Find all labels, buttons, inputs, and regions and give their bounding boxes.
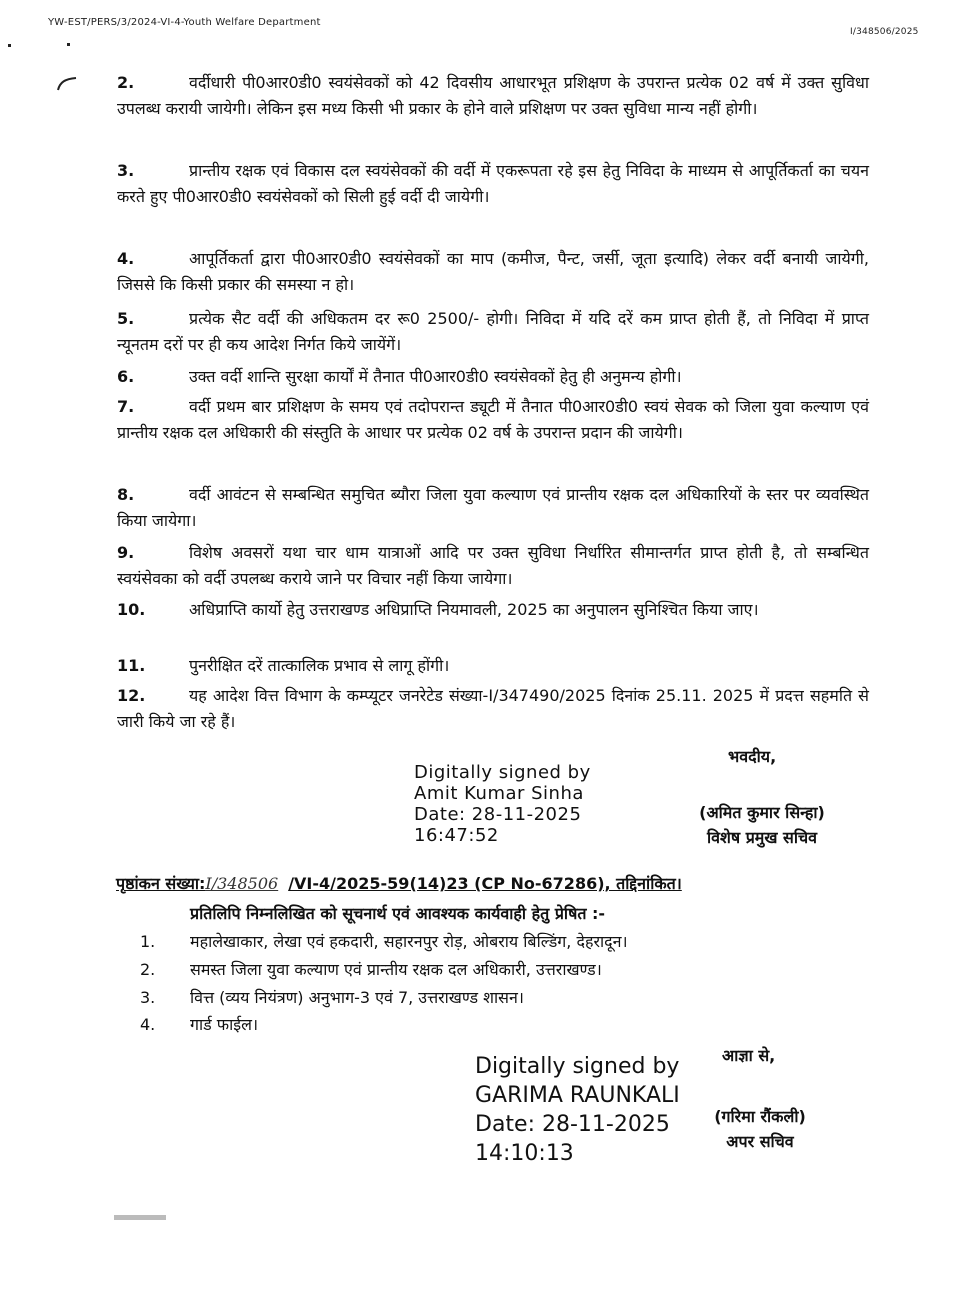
paragraph-4: 4. आपूर्तिकर्ता द्वारा पी0आर0डी0 स्वयंसेवकों का माप (कमीज, पैन्ट, जर्सी, जूता इत्यादि) लेकर वर्दी बनायी जायेगी, जिससे कि किसी प्रकार की समस्या न हो।	[117, 249, 869, 294]
copy-forward-line: प्रतिलिपि निम्नलिखित को सूचनार्थ एवं आवश्यक कार्यवाही हेतु प्रेषित :-	[190, 904, 606, 923]
paragraph-5: 5. प्रत्येक सैट वर्दी की अधिकतम दर रू0 2500/- होगी। निविदा में यदि दरें कम प्राप्त होती हैं, तो निविदा में प्राप्त न्यूनतम दरों पर ही कय आदेश निर्गत किये जायेंगें।	[117, 309, 869, 354]
endorsement-line	[116, 872, 682, 894]
endorsement-label: पृष्ठांकन संख्या:	[116, 874, 206, 893]
closing-by-order: आज्ञा से,	[722, 1046, 776, 1065]
scan-mark	[67, 43, 70, 46]
signatory-name: (अमित कुमार सिन्हा)	[699, 803, 825, 822]
recipient-item: 4. गार्ड फाईल।	[140, 1015, 259, 1034]
footer-smudge	[114, 1215, 166, 1220]
paragraph-9: 9. विशेष अवसरों यथा चार धाम यात्राओं आदि पर उक्त सुविधा निर्धारित सीमान्तर्गत प्राप्त होती है, तो सम्बन्धित स्वयंसेवका को वर्दी उपलब्ध कराये जाने पर विचार नहीं किया जायेगा।	[117, 543, 869, 588]
closing-salutation: भवदीय,	[728, 747, 777, 766]
paragraph-8: 8. वर्दी आवंटन से सम्बन्धित समुचित ब्यौरा जिला युवा कल्याण एवं प्रान्तीय रक्षक दल अधिकारियों के स्तर पर व्यवस्थित किया जायेगा।	[117, 485, 869, 530]
recipient-item: 3. वित्त (व्यय नियंत्रण) अनुभाग-3 एवं 7, उत्तराखण्ड शासन।	[140, 988, 524, 1007]
paragraph-10: 10. अधिप्राप्ति कार्यो हेतु उत्तराखण्ड अधिप्राप्ति नियमावली, 2025 का अनुपालन सुनिश्चित किया जाए।	[117, 600, 759, 619]
file-reference: YW-EST/PERS/3/2024-VI-4-Youth Welfare Department	[48, 17, 321, 28]
signatory-designation: विशेष प्रमुख सचिव	[706, 828, 818, 847]
signatory-designation: अपर सचिव	[726, 1132, 794, 1151]
document-number: I/348506/2025	[850, 27, 919, 37]
paragraph-11: 11. पुनरीक्षित दरें तात्कालिक प्रभाव से लागू होंगी।	[117, 656, 450, 675]
paragraph-12: 12. यह आदेश वित्त विभाग के कम्प्यूटर जनरेटेड संख्या-I/347490/2025 दिनांक 25.11. 2025 में प्रदत्त सहमति से जारी किये जा रहे हैं।	[117, 686, 869, 731]
paragraph-3: 3. प्रान्तीय रक्षक एवं विकास दल स्वयंसेवकों की वर्दी में एकरूपता रहे इस हेतु निविदा के माध्यम से आपूर्तिकर्ता का चयन करते हुए पी0आर0डी0 स्वयंसेवकों को सिली हुई वर्दी दी जायेगी।	[117, 161, 869, 206]
signatory-name: (गरिमा रौंकली)	[714, 1107, 806, 1126]
scan-mark	[8, 44, 11, 47]
pen-mark-icon	[56, 76, 78, 92]
digital-signature-2: Digitally signed by GARIMA RAUNKALI Date: 28-11-2025 14:10:13	[475, 1054, 680, 1166]
digital-signature-1: Digitally signed by Amit Kumar Sinha Date: 28-11-2025 16:47:52	[414, 762, 591, 846]
paragraph-7: 7. वर्दी प्रथम बार प्रशिक्षण के समय एवं तदोपरान्त ड्यूटी में तैनात पी0आर0डी0 स्वयं सेवक को जिला युवा कल्याण एवं प्रान्तीय रक्षक दल अधिकारी की संस्तुति के आधार पर प्रत्येक 02 वर्ष के उपरान्त प्रदान की जायेगी।	[117, 397, 869, 442]
recipient-item: 2. समस्त जिला युवा कल्याण एवं प्रान्तीय रक्षक दल अधिकारी, उत्तराखण्ड।	[140, 960, 602, 979]
signatory-2	[680, 1104, 840, 1154]
paragraph-2: 2. वर्दीधारी पी0आर0डी0 स्वयंसेवकों को 42 दिवसीय आधारभूत प्रशिक्षण के उपरान्त प्रत्येक 02 वर्ष में उक्त सुविधा उपलब्ध करायी जायेगी। लेकिन इस मध्य किसी भी प्रकार के होने वाले प्रशिक्षण पर उक्त सुविधा मान्य नहीं होगी।	[117, 73, 869, 118]
endorsement-reference: /VI-4/2025-59(14)23 (CP No-67286), तद्दिनांकित।	[288, 874, 682, 893]
handwritten-number: I/348506	[205, 874, 279, 893]
paragraph-6: 6. उक्त वर्दी शान्ति सुरक्षा कार्यों में तैनात पी0आर0डी0 स्वयंसेवकों हेतु ही अनुमन्य होगी।	[117, 367, 682, 386]
recipient-item: 1. महालेखाकार, लेखा एवं हकदारी, सहारनपुर रोड़, ओबराय बिल्डिंग, देहरादून।	[140, 932, 628, 951]
signatory-1	[672, 800, 852, 850]
